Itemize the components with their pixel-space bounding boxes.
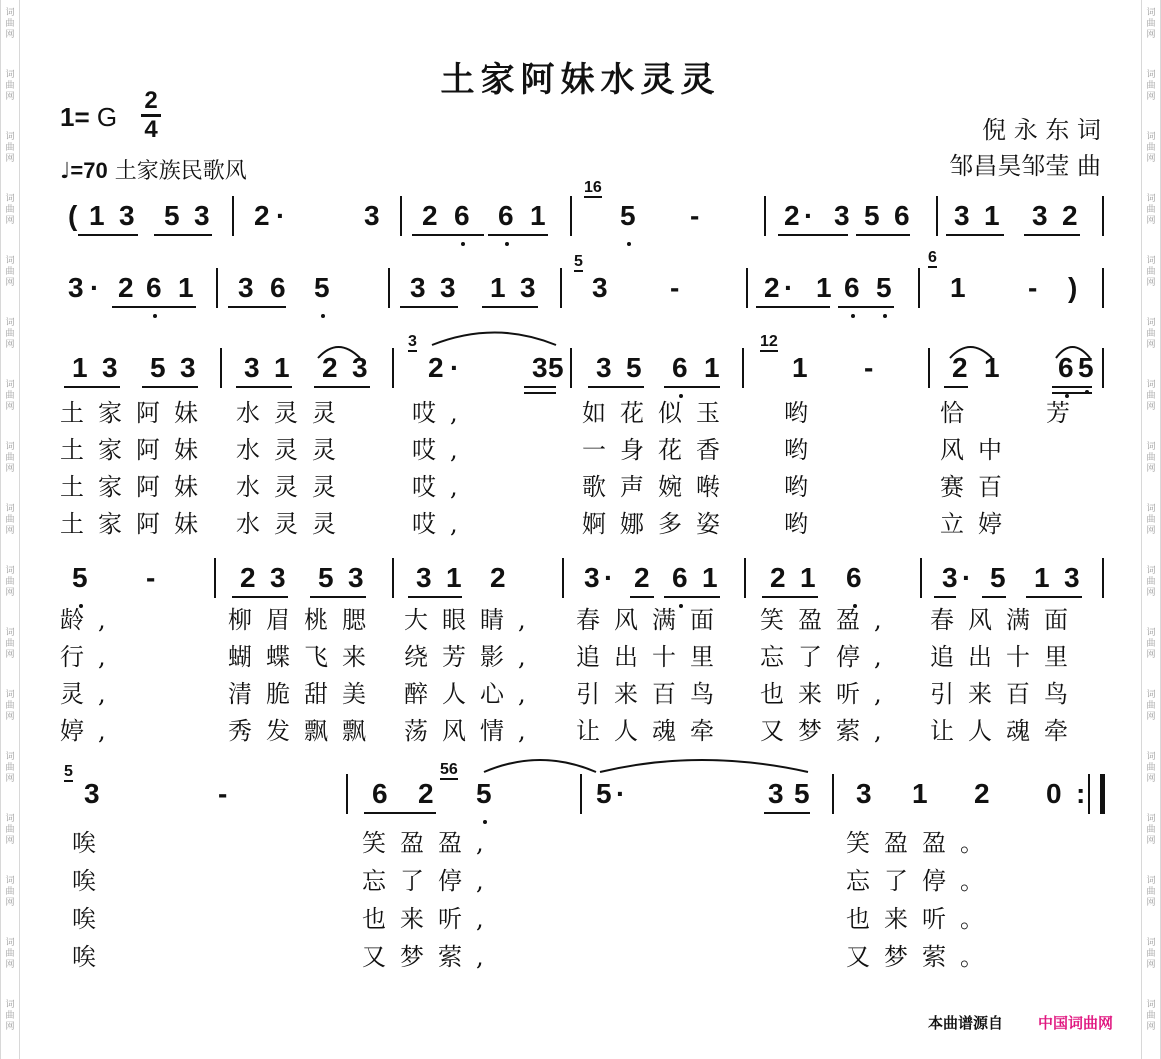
watermark-text: 词 曲 网 bbox=[5, 752, 15, 784]
note-6: 6 bbox=[372, 778, 388, 809]
note-1: 1 bbox=[792, 352, 808, 383]
watermark-text: 词 曲 网 bbox=[1146, 8, 1156, 40]
note-3: 3 bbox=[1032, 200, 1048, 231]
note-2: 2 bbox=[952, 352, 968, 383]
note-3: 3 bbox=[180, 352, 196, 383]
lyric-word: 让人魂牵 bbox=[930, 717, 1082, 745]
note-5: 5 bbox=[318, 562, 334, 593]
note-1: 1 bbox=[178, 272, 194, 303]
note-1: 1 bbox=[1034, 562, 1050, 593]
lyric-word: 水灵灵 bbox=[236, 436, 350, 464]
notation-symbol: : bbox=[1076, 778, 1086, 809]
note-3: 3 bbox=[410, 272, 426, 303]
lyric-word: 追出十里 bbox=[930, 643, 1082, 671]
watermark-text: 词 曲 网 bbox=[5, 318, 15, 350]
key-prefix: 1= bbox=[60, 102, 90, 132]
lyric-word: 也来听, bbox=[362, 905, 498, 933]
notation-symbol: · bbox=[616, 778, 626, 809]
note-2: 2 bbox=[764, 272, 780, 303]
note-1: 1 bbox=[950, 272, 966, 303]
note-1: 1 bbox=[446, 562, 462, 593]
lyric-word: 灵, bbox=[60, 680, 120, 708]
notation-symbol: ) bbox=[1068, 272, 1078, 303]
lyric-word: 水灵灵 bbox=[236, 399, 350, 427]
note-2: 2 bbox=[974, 778, 990, 809]
lyric-word: 追出十里 bbox=[576, 643, 728, 671]
site-name-link[interactable]: 中国词曲网 bbox=[1038, 1014, 1114, 1032]
grace-note: 16 bbox=[584, 179, 602, 196]
note-3: 3 bbox=[84, 778, 100, 809]
lyric-word: 清脆甜美 bbox=[228, 680, 380, 708]
notation-symbol: ( bbox=[68, 200, 78, 231]
lyric-word: 引来百鸟 bbox=[930, 680, 1082, 708]
grace-note: 56 bbox=[440, 761, 458, 778]
lyric-word: 让人魂牵 bbox=[576, 717, 728, 745]
time-signature-bottom: 4 bbox=[144, 116, 158, 143]
note-3: 3 bbox=[532, 352, 548, 383]
tie bbox=[600, 760, 808, 772]
lyric-word: 哎, bbox=[412, 436, 472, 464]
lyric-word: 春风满面 bbox=[576, 606, 728, 634]
watermark-text: 词 曲 网 bbox=[5, 690, 15, 722]
note-1: 1 bbox=[702, 562, 718, 593]
note-3: 3 bbox=[1064, 562, 1080, 593]
watermark-text: 词 曲 网 bbox=[5, 256, 15, 288]
lyric-word: 芳 bbox=[1046, 399, 1084, 427]
note-3: 3 bbox=[270, 562, 286, 593]
note-3: 3 bbox=[440, 272, 456, 303]
watermark-text: 词 曲 网 bbox=[5, 814, 15, 846]
song-title: 土家阿妹水灵灵 bbox=[440, 60, 721, 100]
watermark-text: 词 曲 网 bbox=[5, 8, 15, 40]
lyric-word: 秀发飘飘 bbox=[228, 717, 380, 745]
note-5: 5 bbox=[990, 562, 1006, 593]
notation-symbol: · bbox=[962, 562, 972, 593]
notation-symbol: · bbox=[90, 272, 100, 303]
watermark-text: 词 曲 网 bbox=[1146, 938, 1156, 970]
notation-symbol: - bbox=[146, 562, 156, 593]
lyric-word: 一身花香 bbox=[582, 436, 734, 464]
lyric-word: 哟 bbox=[784, 473, 822, 501]
lyric-word: 唉 bbox=[72, 829, 110, 857]
note-1: 1 bbox=[89, 200, 105, 231]
note-3: 3 bbox=[238, 272, 254, 303]
notation-symbol: - bbox=[690, 200, 700, 231]
note-3: 3 bbox=[592, 272, 608, 303]
lyric-word: 又梦萦。 bbox=[846, 943, 998, 971]
lyric-word: 土家阿妹 bbox=[60, 473, 212, 501]
note-5: 5 bbox=[620, 200, 636, 231]
watermark-text: 词 曲 网 bbox=[5, 628, 15, 660]
note-3: 3 bbox=[102, 352, 118, 383]
lyric-word: 柳眉桃腮 bbox=[228, 606, 380, 634]
note-5: 5 bbox=[1078, 352, 1094, 383]
watermark-text: 词 曲 网 bbox=[1146, 442, 1156, 474]
grace-note: 6 bbox=[928, 249, 937, 266]
lyric-word: 水灵灵 bbox=[236, 510, 350, 538]
note-5: 5 bbox=[164, 200, 180, 231]
note-0: 0 bbox=[1046, 778, 1062, 809]
notation-symbol: - bbox=[864, 352, 874, 383]
watermark-text: 词 曲 网 bbox=[1146, 70, 1156, 102]
note-5: 5 bbox=[476, 778, 492, 809]
note-2: 2 bbox=[634, 562, 650, 593]
note-1: 1 bbox=[800, 562, 816, 593]
watermark-text: 词 曲 网 bbox=[5, 938, 15, 970]
note-3: 3 bbox=[352, 352, 368, 383]
lyric-word: 大眼睛, bbox=[404, 606, 540, 634]
note-5: 5 bbox=[876, 272, 892, 303]
note-1: 1 bbox=[530, 200, 546, 231]
tie bbox=[432, 333, 556, 346]
slur bbox=[1056, 347, 1090, 358]
note-3: 3 bbox=[834, 200, 850, 231]
grace-note: 3 bbox=[408, 333, 417, 350]
composer-credit: 邹昌昊邹莹 曲 bbox=[949, 152, 1101, 180]
lyric-word: 赛百 bbox=[940, 473, 1016, 501]
note-3: 3 bbox=[416, 562, 432, 593]
lyric-word: 笑盈盈, bbox=[760, 606, 896, 634]
note-5: 5 bbox=[864, 200, 880, 231]
lyric-word: 土家阿妹 bbox=[60, 399, 212, 427]
note-6: 6 bbox=[454, 200, 470, 231]
note-5: 5 bbox=[150, 352, 166, 383]
lyric-word: 笑盈盈, bbox=[362, 829, 498, 857]
watermark-text: 词 曲 网 bbox=[1146, 876, 1156, 908]
lyric-word: 风中 bbox=[940, 436, 1016, 464]
source-label: 本曲谱源自 bbox=[928, 1014, 1004, 1032]
watermark-text: 词 曲 网 bbox=[5, 1000, 15, 1032]
lyric-word: 土家阿妹 bbox=[60, 510, 212, 538]
notation-symbol: - bbox=[1028, 272, 1038, 303]
lyric-word: 又梦萦, bbox=[760, 717, 896, 745]
note-3: 3 bbox=[596, 352, 612, 383]
note-2: 2 bbox=[422, 200, 438, 231]
lyric-word: 婀娜多姿 bbox=[582, 510, 734, 538]
time-signature-top: 2 bbox=[144, 87, 158, 114]
watermark-text: 词 曲 网 bbox=[1146, 628, 1156, 660]
lyric-word: 春风满面 bbox=[930, 606, 1082, 634]
lyric-word: 哟 bbox=[784, 436, 822, 464]
grace-note: 5 bbox=[64, 763, 73, 780]
grace-note: 5 bbox=[574, 253, 583, 270]
note-6: 6 bbox=[498, 200, 514, 231]
grace-note: 12 bbox=[760, 333, 778, 350]
lyric-word: 立婷 bbox=[940, 510, 1016, 538]
note-3: 3 bbox=[954, 200, 970, 231]
note-6: 6 bbox=[894, 200, 910, 231]
note-1: 1 bbox=[72, 352, 88, 383]
lyric-word: 哎, bbox=[412, 399, 472, 427]
note-6: 6 bbox=[1058, 352, 1074, 383]
lyric-word: 引来百鸟 bbox=[576, 680, 728, 708]
lyric-word: 唉 bbox=[72, 867, 110, 895]
note-6: 6 bbox=[846, 562, 862, 593]
key-letter: G bbox=[96, 102, 118, 132]
lyric-word: 哎, bbox=[412, 510, 472, 538]
watermark-text: 词 曲 网 bbox=[5, 504, 15, 536]
note-1: 1 bbox=[984, 200, 1000, 231]
note-6: 6 bbox=[672, 352, 688, 383]
watermark-text: 词 曲 网 bbox=[1146, 318, 1156, 350]
note-3: 3 bbox=[119, 200, 135, 231]
note-5: 5 bbox=[72, 562, 88, 593]
note-1: 1 bbox=[816, 272, 832, 303]
lyric-word: 哎, bbox=[412, 473, 472, 501]
lyric-word: 忘了停。 bbox=[846, 867, 998, 895]
watermark-text: 词 曲 网 bbox=[1146, 504, 1156, 536]
note-6: 6 bbox=[146, 272, 162, 303]
lyric-word: 如花似玉 bbox=[582, 399, 734, 427]
lyric-word: 歌声婉啭 bbox=[582, 473, 734, 501]
lyric-word: 蝴蝶飞来 bbox=[228, 643, 380, 671]
lyric-word: 忘了停, bbox=[362, 867, 498, 895]
lyric-word: 哟 bbox=[784, 510, 822, 538]
watermark-text: 词 曲 网 bbox=[1146, 194, 1156, 226]
lyric-word: 恰 bbox=[940, 399, 978, 427]
note-3: 3 bbox=[244, 352, 260, 383]
watermark-text: 词 曲 网 bbox=[5, 194, 15, 226]
notation-symbol: - bbox=[218, 778, 228, 809]
note-1: 1 bbox=[704, 352, 720, 383]
lyric-word: 也来听, bbox=[760, 680, 896, 708]
note-3: 3 bbox=[584, 562, 600, 593]
lyric-word: 水灵灵 bbox=[236, 473, 350, 501]
note-3: 3 bbox=[68, 272, 84, 303]
note-2: 2 bbox=[118, 272, 134, 303]
note-2: 2 bbox=[322, 352, 338, 383]
notation-symbol: · bbox=[604, 562, 614, 593]
lyric-word: 笑盈盈。 bbox=[846, 829, 998, 857]
note-5: 5 bbox=[596, 778, 612, 809]
note-2: 2 bbox=[254, 200, 270, 231]
lyric-word: 龄, bbox=[60, 606, 120, 634]
lyric-word: 土家阿妹 bbox=[60, 436, 212, 464]
lyric-word: 唉 bbox=[72, 905, 110, 933]
watermark-text: 词 曲 网 bbox=[1146, 380, 1156, 412]
note-3: 3 bbox=[194, 200, 210, 231]
watermark-text: 词 曲 网 bbox=[5, 70, 15, 102]
note-3: 3 bbox=[856, 778, 872, 809]
lyricist-credit: 倪 永 东 词 bbox=[982, 116, 1101, 144]
lyric-word: 哟 bbox=[784, 399, 822, 427]
notation-symbol: - bbox=[670, 272, 680, 303]
note-3: 3 bbox=[520, 272, 536, 303]
watermark-text: 词 曲 网 bbox=[5, 380, 15, 412]
note-1: 1 bbox=[274, 352, 290, 383]
note-1: 1 bbox=[912, 778, 928, 809]
watermark-text: 词 曲 网 bbox=[5, 566, 15, 598]
notation-symbol: · bbox=[450, 352, 460, 383]
watermark-text: 词 曲 网 bbox=[1146, 814, 1156, 846]
note-3: 3 bbox=[942, 562, 958, 593]
note-2: 2 bbox=[418, 778, 434, 809]
lyric-word: 也来听。 bbox=[846, 905, 998, 933]
note-6: 6 bbox=[844, 272, 860, 303]
note-2: 2 bbox=[784, 200, 800, 231]
lyric-word: 醉人心, bbox=[404, 680, 540, 708]
watermark-text: 词 曲 网 bbox=[1146, 566, 1156, 598]
slur bbox=[318, 347, 360, 358]
watermark-text: 词 曲 网 bbox=[1146, 256, 1156, 288]
lyric-word: 唉 bbox=[72, 943, 110, 971]
watermark-text: 词 曲 网 bbox=[5, 132, 15, 164]
notation-symbol: · bbox=[804, 200, 814, 231]
watermark-text: 词 曲 网 bbox=[1146, 752, 1156, 784]
slur bbox=[950, 347, 992, 358]
watermark-text: 词 曲 网 bbox=[5, 876, 15, 908]
watermark-text: 词 曲 网 bbox=[5, 442, 15, 474]
note-3: 3 bbox=[348, 562, 364, 593]
tempo-value: =70 bbox=[70, 158, 108, 183]
note-2: 2 bbox=[428, 352, 444, 383]
note-2: 2 bbox=[240, 562, 256, 593]
note-5: 5 bbox=[626, 352, 642, 383]
lyric-word: 婷, bbox=[60, 717, 120, 745]
tie bbox=[484, 760, 596, 772]
lyric-word: 绕芳影, bbox=[404, 643, 540, 671]
note-1: 1 bbox=[490, 272, 506, 303]
lyric-word: 行, bbox=[60, 643, 120, 671]
watermark-text: 词 曲 网 bbox=[1146, 690, 1156, 722]
watermark-text: 词 曲 网 bbox=[1146, 1000, 1156, 1032]
note-5: 5 bbox=[794, 778, 810, 809]
quarter-note-icon: ♩ bbox=[60, 159, 71, 184]
note-5: 5 bbox=[314, 272, 330, 303]
lyric-word: 荡风情, bbox=[404, 717, 540, 745]
note-2: 2 bbox=[1062, 200, 1078, 231]
note-3: 3 bbox=[364, 200, 380, 231]
lyric-word: 忘了停, bbox=[760, 643, 896, 671]
style-marking: 土家族民歌风 bbox=[114, 159, 247, 184]
note-1: 1 bbox=[984, 352, 1000, 383]
lyric-word: 又梦萦, bbox=[362, 943, 498, 971]
note-6: 6 bbox=[672, 562, 688, 593]
note-5: 5 bbox=[548, 352, 564, 383]
note-3: 3 bbox=[768, 778, 784, 809]
note-6: 6 bbox=[270, 272, 286, 303]
notation-symbol: · bbox=[276, 200, 286, 231]
note-2: 2 bbox=[490, 562, 506, 593]
notation-symbol: · bbox=[784, 272, 794, 303]
watermark-text: 词 曲 网 bbox=[1146, 132, 1156, 164]
note-2: 2 bbox=[770, 562, 786, 593]
